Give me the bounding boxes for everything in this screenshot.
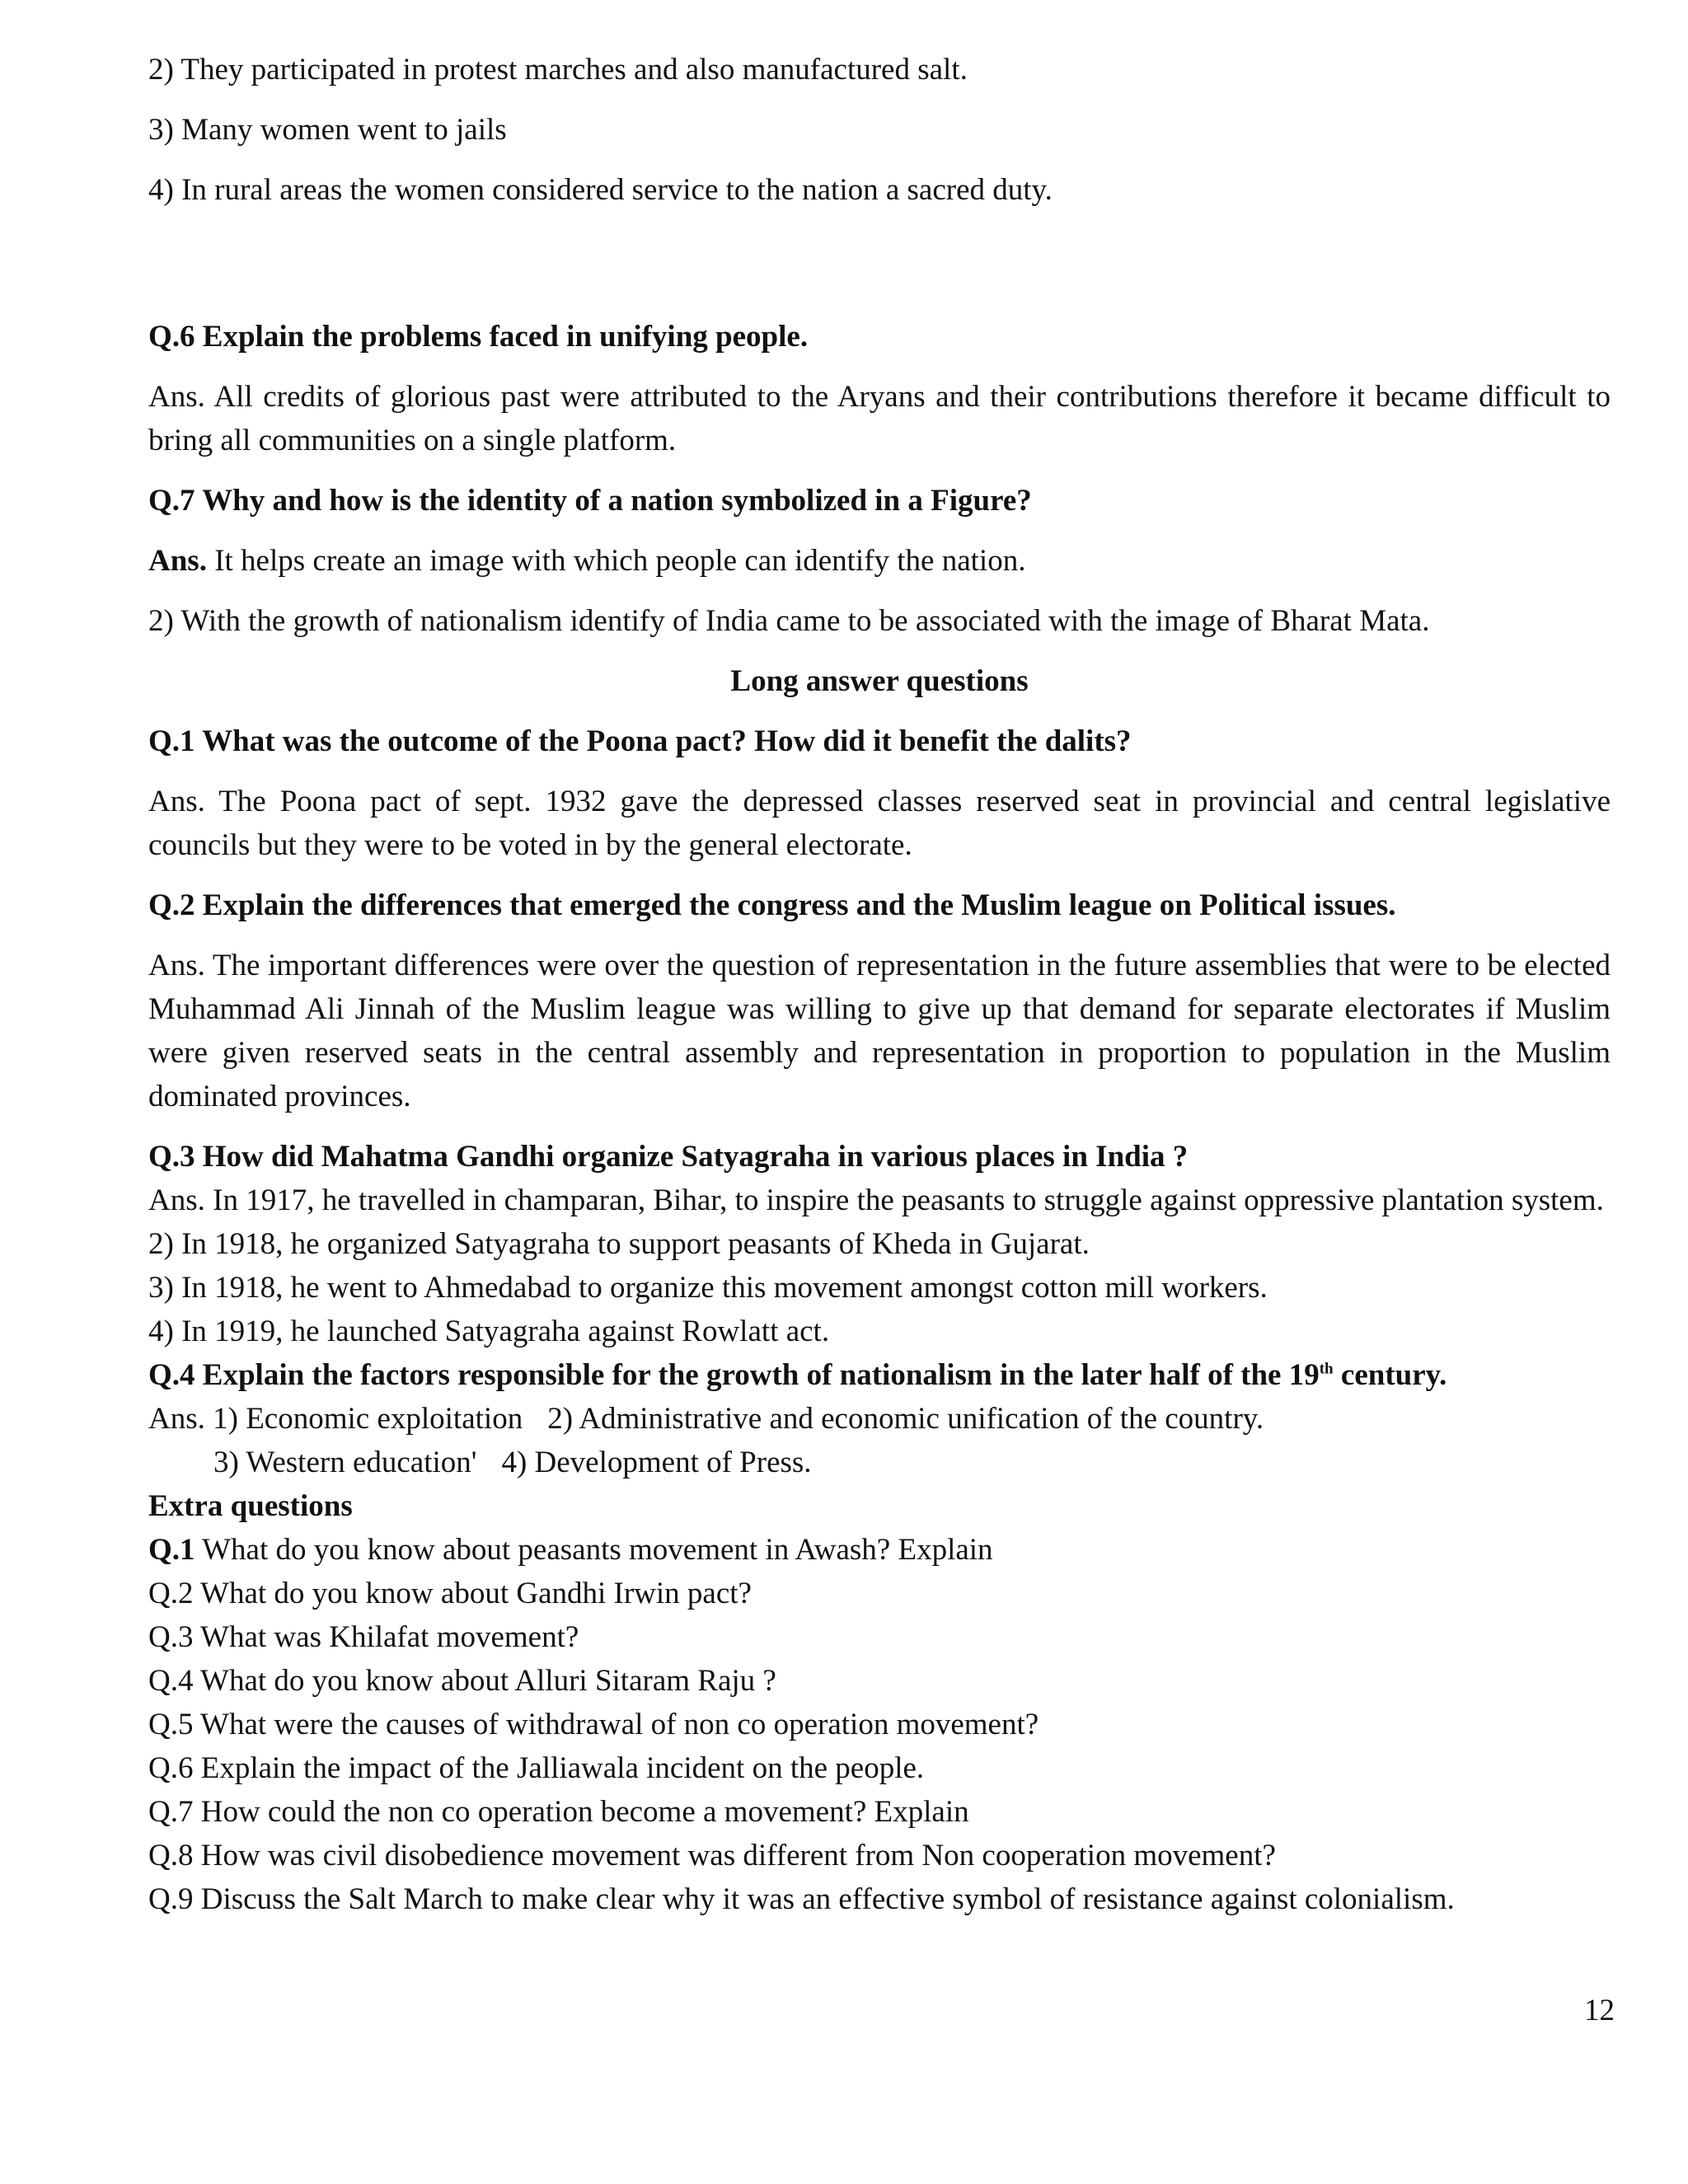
- point-line: 4) In rural areas the women considered service to the nation a sacred duty.: [148, 173, 1053, 207]
- question-heading: [148, 1353, 1611, 1397]
- page-content: [148, 48, 1611, 1921]
- answer-paragraph: Ans. The important differences were over the question of representation in the future assemblies that were to be elected Muhammad Ali Jinnah of the Muslim league was willing to give up that demand for separate electorates if Muslim were given reserved seats in the central assembly and representation in proportion to population in the Muslim dominated provinces.: [148, 949, 1611, 1113]
- list-item: Q.9 Discuss the Salt March to make clear why it was an effective symbol of resistance against colonialism.: [148, 1882, 1455, 1916]
- question-heading: Q.6 Explain the problems faced in unifying people.: [148, 320, 809, 354]
- answer-item: Ans. 1) Economic exploitation: [148, 1402, 523, 1436]
- answer-paragraph: [148, 1441, 1611, 1484]
- point-line: 2) In 1918, he organized Satyagraha to support peasants of Kheda in Gujarat.: [148, 1227, 1090, 1261]
- point-line: 2) They participated in protest marches and also manufactured salt.: [148, 53, 968, 87]
- question-text: century.: [1333, 1358, 1447, 1392]
- answer-paragraph: [148, 1397, 1611, 1441]
- list-item: Q.8 How was civil disobedience movement was different from Non cooperation movement?: [148, 1839, 1276, 1872]
- list-item: Q.7 How could the non co operation become a movement? Explain: [148, 1795, 969, 1829]
- section-heading: Long answer questions: [730, 664, 1029, 698]
- page-number: 12: [1584, 1994, 1615, 2027]
- question-heading: Q.3 How did Mahatma Gandhi organize Satyagraha in various places in India ?: [148, 1140, 1189, 1174]
- section-heading: Extra questions: [148, 1489, 353, 1523]
- question-text: Q.4 Explain the factors responsible for the growth of nationalism in the later half of the 19: [148, 1358, 1320, 1392]
- answer-paragraph: Ans. All credits of glorious past were attributed to the Aryans and their contributions therefore it became difficult to bring all communities on a single platform.: [148, 380, 1611, 457]
- list-item: Q.5 What were the causes of withdrawal of non co operation movement?: [148, 1708, 1039, 1741]
- list-item: Q.6 Explain the impact of the Jalliawala incident on the people.: [148, 1751, 925, 1785]
- list-item: Q.2 What do you know about Gandhi Irwin pact?: [148, 1577, 752, 1610]
- answer-paragraph: [148, 539, 1611, 583]
- list-item: Q.3 What was Khilafat movement?: [148, 1620, 579, 1654]
- point-line: 4) In 1919, he launched Satyagraha against Rowlatt act.: [148, 1315, 830, 1348]
- answer-item: 2) Administrative and economic unification of the country.: [547, 1402, 1264, 1436]
- answer-item: 4) Development of Press.: [501, 1446, 812, 1479]
- question-heading: Q.7 Why and how is the identity of a nation symbolized in a Figure?: [148, 484, 1032, 518]
- question-heading: Q.1 What was the outcome of the Poona pact? How did it benefit the dalits?: [148, 724, 1132, 758]
- answer-paragraph: Ans. The Poona pact of sept. 1932 gave the depressed classes reserved seat in provincial and central legislative councils but they were to be voted in by the general electorate.: [148, 785, 1611, 862]
- question-heading: Q.2 Explain the differences that emerged the congress and the Muslim league on Political issues.: [148, 888, 1396, 922]
- list-item: Q.4 What do you know about Alluri Sitaram Raju ?: [148, 1664, 776, 1698]
- superscript: th: [1319, 1360, 1334, 1378]
- list-item: [148, 1528, 1611, 1572]
- point-line: 3) In 1918, he went to Ahmedabad to organize this movement amongst cotton mill workers.: [148, 1271, 1268, 1305]
- answer-text: It helps create an image with which people can identify the nation.: [206, 544, 1026, 578]
- answer-paragraph: Ans. In 1917, he travelled in champaran, Bihar, to inspire the peasants to struggle against oppressive plantation system.: [148, 1183, 1604, 1217]
- point-line: 2) With the growth of nationalism identify of India came to be associated with the image of Bharat Mata.: [148, 604, 1430, 638]
- answer-item: 3) Western education': [213, 1446, 477, 1479]
- answer-label: Ans.: [148, 544, 207, 578]
- point-line: 3) Many women went to jails: [148, 113, 507, 147]
- question-text: What do you know about peasants movement in Awash? Explain: [195, 1533, 993, 1567]
- question-label: Q.1: [148, 1533, 195, 1567]
